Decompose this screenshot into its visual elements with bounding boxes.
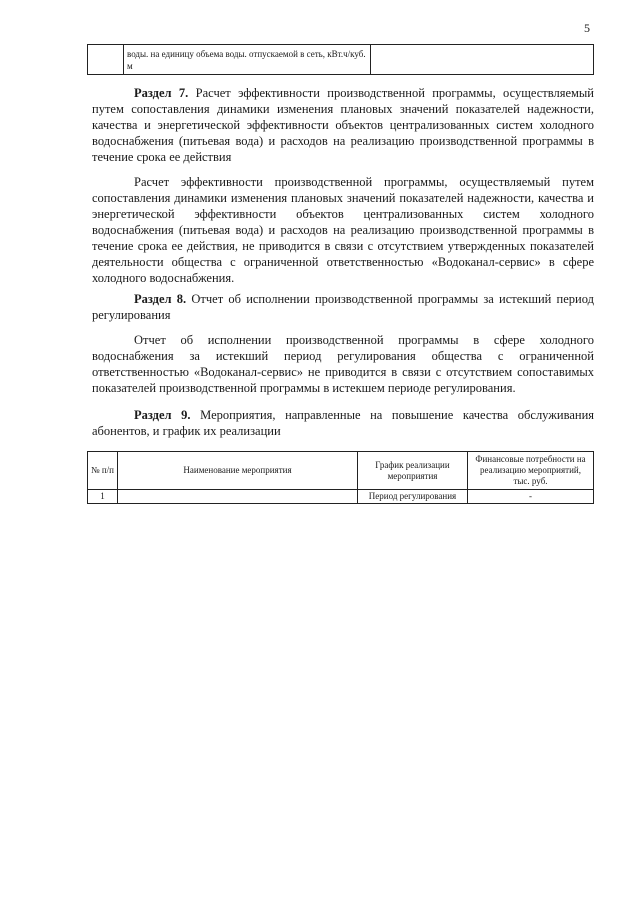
column-header-schedule: График реализации мероприятия — [358, 452, 468, 490]
column-header-name: Наименование мероприятия — [118, 452, 358, 490]
section-label: Раздел 9. — [134, 408, 191, 422]
section-8-heading — [92, 291, 594, 323]
section-title: Расчет эффективности производственной программы, осуществляемый путем сопоставления динамики изменения плановых значений показателей надежности, качества и энергетической эффективности объектов централизованных систем холодного водоснабжения (питьевая вода) и расходов на реализацию производственной программы в течение срока ее действия — [92, 86, 594, 164]
table-cell — [371, 45, 594, 75]
table-cell — [88, 45, 124, 75]
section-8-body — [92, 332, 594, 396]
page-number: 5 — [584, 21, 590, 35]
table-header-row — [88, 452, 594, 490]
table-row — [88, 45, 594, 75]
paragraph: Расчет эффективности производственной программы, осуществляемый путем сопоставления динамики изменения плановых значений показателей надежности, качества и энергетической эффективности объектов централизованных систем холодного водоснабжения (питьевая вода) и расходов на реализацию производственной программы в течение срока ее действия, не приводится в связи с отсутствием утвержденных показателей деятельности общества с ограниченной ответственностью «Водоканал-сервис» в сфере холодного водоснабжения. — [92, 175, 594, 285]
paragraph: Отчет об исполнении производственной программы в сфере холодного водоснабжения за истекший период регулирования общества с ограниченной ответственностью «Водоканал-сервис» не приводится в связи с отсутствием сопоставимых показателей производственной программы в истекшем периоде регулирования. — [92, 333, 594, 395]
cell-name — [118, 490, 358, 504]
cell-finance: - — [468, 490, 594, 504]
section-label: Раздел 8. — [134, 292, 187, 306]
table-row — [88, 490, 594, 504]
section-7-heading — [92, 85, 594, 165]
section-title: Отчет об исполнении производственной программы за истекший период регулирования — [92, 292, 594, 322]
table-cell: воды. на единицу объема воды. отпускаемой в сеть, кВт.ч/куб. м — [124, 45, 371, 75]
cell-number: 1 — [88, 490, 118, 504]
section-9-heading — [92, 407, 594, 439]
column-header-finance: Финансовые потребности на реализацию мероприятий, тыс. руб. — [468, 452, 594, 490]
column-header-number: № п/п — [88, 452, 118, 490]
section-label: Раздел 7. — [134, 86, 189, 100]
cell-schedule: Период регулирования — [358, 490, 468, 504]
section-title: Мероприятия, направленные на повышение качества обслуживания абонентов, и график их реализации — [92, 408, 595, 438]
section-7-body — [92, 174, 594, 286]
measures-table — [87, 451, 594, 504]
top-table-fragment — [87, 44, 594, 75]
